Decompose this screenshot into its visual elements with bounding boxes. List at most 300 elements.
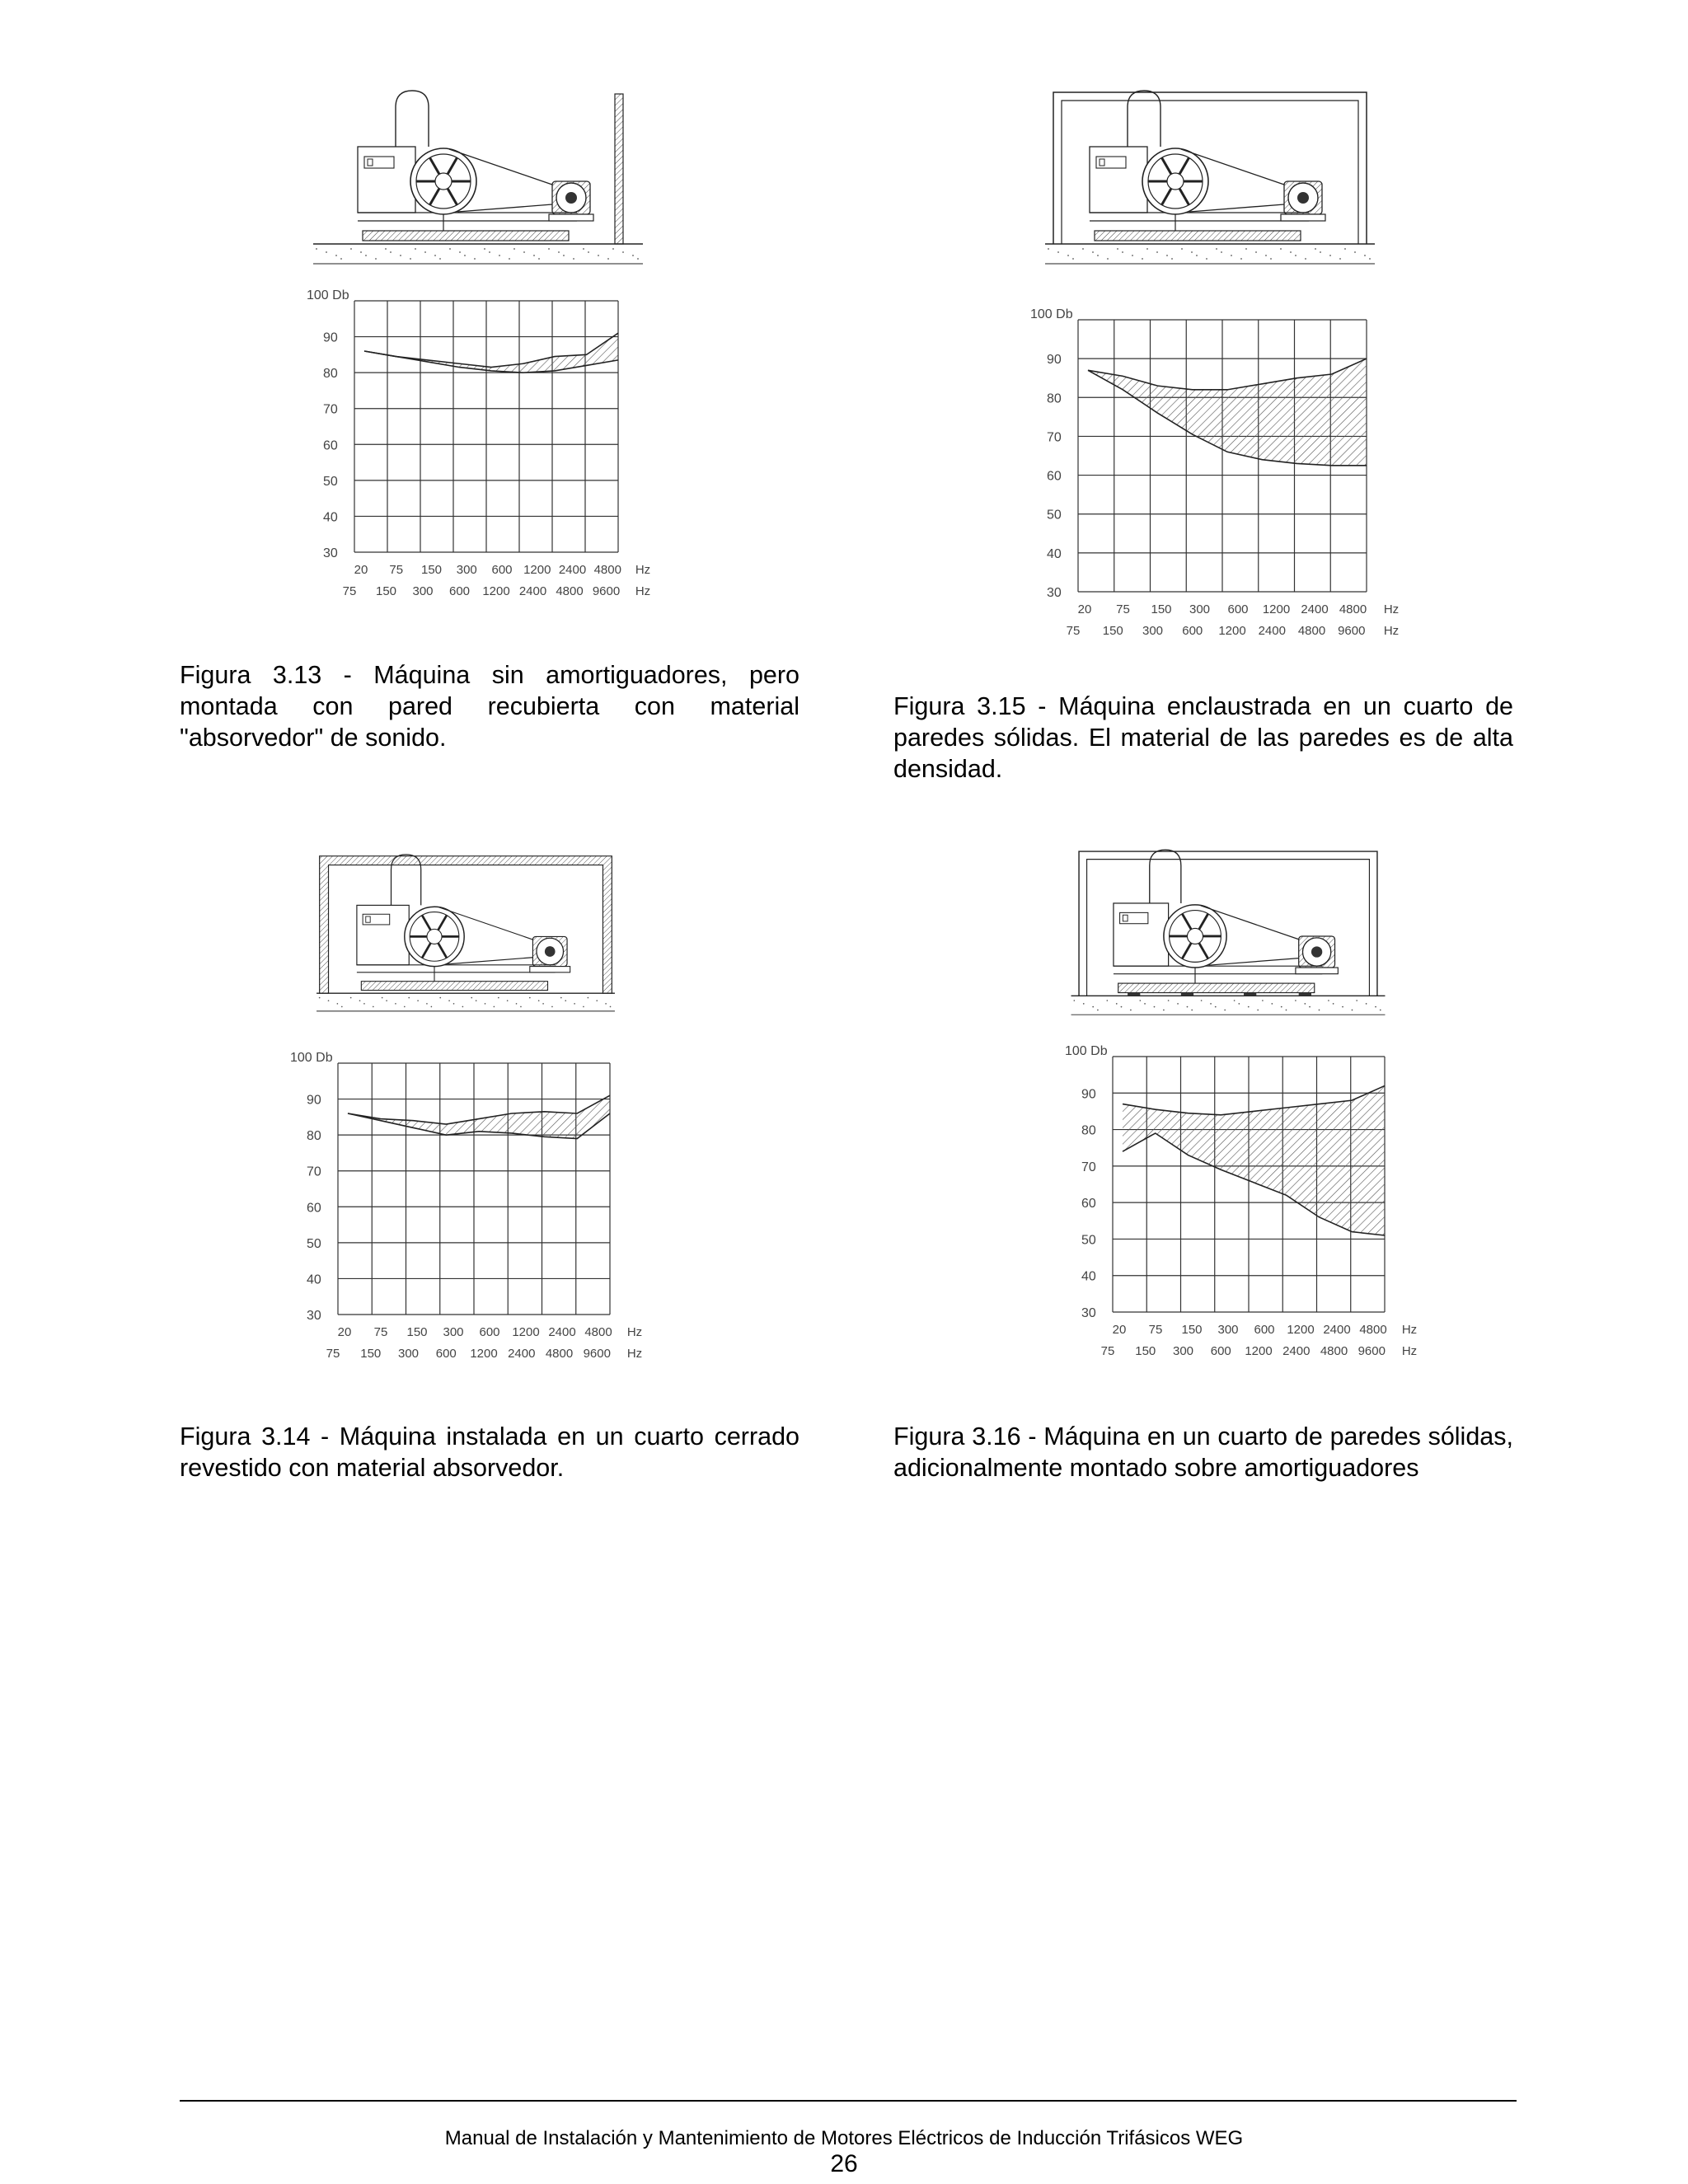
ground-speck — [1107, 258, 1109, 260]
chart-3-15 — [1020, 303, 1408, 649]
ground-speck — [513, 248, 515, 250]
ground-speck — [1295, 1000, 1296, 1001]
ground-speck — [1319, 1010, 1320, 1011]
x-tick-label-row2: 9600 — [1357, 1344, 1386, 1358]
y-tick-label: 40 — [1047, 546, 1062, 561]
ground-speck — [520, 1006, 522, 1008]
ground-speck — [560, 997, 562, 999]
ground-speck — [1073, 1000, 1075, 1001]
x-tick-label-row1: 150 — [1181, 1323, 1203, 1337]
x-tick-label-row1: 1200 — [523, 563, 551, 577]
ground-speck — [1097, 1010, 1099, 1011]
ground-speck — [598, 255, 599, 256]
x-tick-label-row1: 20 — [354, 563, 368, 577]
x-tick-label-row2: 4800 — [545, 1347, 574, 1361]
ground-speck — [551, 1006, 553, 1008]
ground-speck — [471, 997, 472, 999]
ground-speck — [363, 1003, 365, 1005]
ground-speck — [1210, 1003, 1212, 1005]
ground-speck — [607, 258, 609, 260]
ground-speck — [1116, 1003, 1118, 1005]
x-tick-label-row1: 2400 — [1323, 1323, 1351, 1337]
x-tick-label-row2: 150 — [1102, 624, 1123, 638]
base-plate — [363, 231, 569, 241]
x-tick-label-row1: 600 — [1254, 1323, 1275, 1337]
x-tick-label-row1: 600 — [479, 1325, 500, 1339]
ground-speck — [637, 258, 639, 260]
ground-speck — [453, 1003, 455, 1005]
ground-speck — [1117, 248, 1118, 250]
belt-bottom — [447, 958, 532, 964]
ground-speck — [498, 997, 499, 999]
y-tick-label: 30 — [1047, 586, 1062, 600]
x-tick-label-row2: 75 — [1066, 624, 1081, 638]
x-tick-label-row2: 1200 — [1218, 624, 1246, 638]
ground-speck — [612, 248, 614, 250]
motor-shaft — [565, 192, 577, 204]
y-tick-label: 90 — [323, 330, 338, 345]
ground-speck — [1305, 258, 1306, 260]
x-tick-label-row2: 1200 — [1245, 1344, 1273, 1358]
ground-speck — [1328, 1000, 1329, 1001]
ground-speck — [1286, 1010, 1287, 1011]
ground-speck — [516, 1003, 518, 1005]
ground-speck — [542, 1003, 544, 1005]
ground-speck — [1106, 1000, 1108, 1001]
motor-base — [530, 967, 570, 972]
ground-speck — [1290, 251, 1292, 253]
x-tick-label-row1: 20 — [337, 1325, 352, 1339]
x-tick-label-row2: Hz — [1401, 1344, 1418, 1358]
caption-3-13: Figura 3.13 - Máquina sin amortiguadores, pero montada con pared recubierta con material "absorvedor" de sonido. — [180, 661, 799, 752]
x-tick-label-row1: 2400 — [548, 1325, 576, 1339]
machine-drawing-3-15 — [1037, 89, 1383, 272]
y-tick-label: 30 — [1081, 1306, 1096, 1320]
ground-speck — [485, 1003, 486, 1005]
x-tick-label-row1: 1200 — [1262, 602, 1291, 616]
ground-speck — [1271, 1003, 1273, 1005]
x-tick-label-row1: 1200 — [512, 1325, 540, 1339]
ground-speck — [489, 251, 490, 253]
ground-speck — [340, 258, 342, 260]
x-tick-label-row1: 20 — [1112, 1323, 1127, 1337]
x-tick-label-row1: 300 — [443, 1325, 464, 1339]
ground-speck — [494, 1006, 495, 1008]
x-tick-label-row2: 300 — [412, 584, 434, 598]
ground-speck — [439, 997, 441, 999]
ground-speck — [1262, 1000, 1264, 1001]
x-tick-label-row2: 2400 — [518, 584, 547, 598]
ground-speck — [509, 258, 510, 260]
ground-speck — [390, 251, 392, 253]
ground-speck — [1201, 1000, 1203, 1001]
ground-speck — [415, 248, 416, 250]
y-tick-label: 60 — [323, 438, 338, 453]
caption-3-14: Figura 3.14 - Máquina instalada en un cuarto cerrado revestido con material absorvedor. — [180, 1422, 799, 1482]
reduction-area — [1123, 1085, 1385, 1235]
tank — [1128, 91, 1160, 147]
ground-speck — [350, 997, 352, 999]
x-tick-label-row2: 9600 — [592, 584, 621, 598]
ground-speck — [1048, 248, 1049, 250]
ground-speck — [439, 258, 441, 260]
x-tick-label-row2: 75 — [326, 1347, 340, 1361]
ground-speck — [565, 1000, 566, 1001]
ground-speck — [1154, 1006, 1156, 1008]
machine-drawing-3-13 — [305, 89, 651, 272]
x-tick-label-row2: 300 — [1172, 1344, 1194, 1358]
ground-speck — [319, 997, 321, 999]
ground-speck — [1295, 255, 1296, 256]
y-tick-label: 50 — [1081, 1233, 1096, 1248]
ground-speck — [583, 248, 584, 250]
noise-chart-3-15 — [1020, 303, 1408, 649]
ground-speck — [1339, 258, 1341, 260]
x-tick-label-row2: 1200 — [482, 584, 510, 598]
ground-speck — [1132, 255, 1133, 256]
ground-speck — [1142, 258, 1143, 260]
ground-speck — [1215, 1006, 1217, 1008]
x-tick-label-row2: Hz — [626, 1347, 643, 1361]
ground-speck — [1057, 251, 1059, 253]
ground-speck — [1224, 1010, 1226, 1011]
ground-speck — [1196, 255, 1198, 256]
y-axis-top-label: 100 Db — [307, 288, 349, 302]
x-tick-label-row2: 4800 — [1320, 1344, 1348, 1358]
ground-speck — [1270, 258, 1272, 260]
damper-pad — [1244, 993, 1256, 996]
ground-speck — [1356, 1000, 1357, 1001]
ground-speck — [1352, 1010, 1353, 1011]
ground-speck — [400, 255, 401, 256]
ground-speck — [1375, 1006, 1376, 1008]
damper-pad — [1299, 993, 1311, 996]
ground-speck — [484, 248, 485, 250]
x-tick-label-row1: 300 — [1217, 1323, 1239, 1337]
ground-speck — [588, 251, 589, 253]
x-tick-label-row1: 300 — [456, 563, 477, 577]
ground-speck — [359, 1000, 361, 1001]
y-tick-label: 40 — [307, 1272, 321, 1287]
damper-pad — [1128, 993, 1140, 996]
x-tick-label-row1: 150 — [406, 1325, 428, 1339]
ground-speck — [431, 1006, 433, 1008]
ground-speck — [448, 1000, 450, 1001]
y-tick-label: 60 — [1047, 469, 1062, 484]
ground-speck — [326, 251, 327, 253]
x-tick-label-row1: Hz — [635, 563, 651, 577]
ground-speck — [1315, 248, 1316, 250]
ground-speck — [588, 997, 589, 999]
ground-speck — [1139, 1000, 1141, 1001]
ground-speck — [1171, 258, 1173, 260]
damper-pad — [1181, 993, 1193, 996]
ground-speck — [1380, 1010, 1381, 1011]
chart-3-13 — [297, 284, 659, 610]
ground-speck — [1342, 1006, 1343, 1008]
x-tick-label-row2: 2400 — [1282, 1344, 1311, 1358]
ground-speck — [1304, 1003, 1306, 1005]
x-tick-label-row1: 2400 — [1301, 602, 1329, 616]
x-tick-label-row2: Hz — [635, 584, 651, 598]
y-tick-label: 80 — [323, 367, 338, 382]
machine-drawing-3-14 — [309, 847, 622, 1024]
y-tick-label: 40 — [323, 510, 338, 525]
ground-speck — [316, 248, 317, 250]
belt-bottom — [1189, 204, 1284, 212]
ground-speck — [1092, 1006, 1094, 1008]
x-tick-label-row2: 150 — [360, 1347, 382, 1361]
base-plate — [1095, 231, 1301, 241]
x-tick-label-row2: 600 — [1210, 1344, 1231, 1358]
ground-speck — [1163, 1010, 1165, 1011]
x-tick-label-row2: 600 — [435, 1347, 457, 1361]
belt-bottom — [1208, 958, 1299, 966]
ground-speck — [1281, 1006, 1282, 1008]
ground-speck — [1097, 255, 1099, 256]
x-tick-label-row2: 150 — [375, 584, 397, 598]
x-tick-label-row1: 4800 — [1359, 1323, 1387, 1337]
x-tick-label-row1: Hz — [626, 1325, 643, 1339]
chart-3-14 — [280, 1047, 651, 1372]
ground-speck — [538, 1000, 540, 1001]
chart-3-16 — [1055, 1040, 1426, 1370]
figure-3-15 — [1037, 89, 1383, 272]
noise-chart-3-16 — [1055, 1040, 1426, 1370]
ground-speck — [1364, 255, 1366, 256]
ground-speck — [464, 255, 466, 256]
ground-speck — [328, 1000, 330, 1001]
ground-speck — [350, 248, 352, 250]
noise-chart-3-14 — [280, 1047, 651, 1372]
x-tick-label-row1: 2400 — [558, 563, 587, 577]
ground-speck — [1238, 1003, 1240, 1005]
ground-speck — [558, 251, 560, 253]
ground-speck — [1181, 248, 1183, 250]
x-tick-label-row2: 75 — [1100, 1344, 1115, 1358]
ground-speck — [605, 1003, 607, 1005]
ground-speck — [1187, 1006, 1189, 1008]
ground-speck — [382, 997, 383, 999]
y-tick-label: 50 — [1047, 508, 1062, 523]
ground-speck — [1369, 258, 1371, 260]
y-tick-label: 50 — [307, 1236, 321, 1251]
ground-speck — [424, 251, 426, 253]
machine-drawing-3-16 — [1063, 845, 1393, 1026]
ground-speck — [1177, 1003, 1179, 1005]
ground-speck — [573, 258, 574, 260]
figure-3-14 — [309, 847, 622, 1024]
ground-speck — [1072, 258, 1074, 260]
ground-speck — [417, 1000, 419, 1001]
x-tick-label-row2: 300 — [1142, 624, 1164, 638]
motor-base — [1296, 968, 1338, 974]
y-tick-label: 70 — [307, 1165, 321, 1179]
x-tick-label-row1: 20 — [1077, 602, 1092, 616]
x-tick-label-row2: 2400 — [508, 1347, 536, 1361]
caption-3-16: Figura 3.16 - Máquina en un cuarto de paredes sólidas, adicionalmente montado sobre amortiguadores — [893, 1422, 1513, 1482]
x-tick-label-row1: 1200 — [1287, 1323, 1315, 1337]
ground-speck — [1156, 251, 1158, 253]
x-tick-label-row2: 4800 — [1297, 624, 1326, 638]
ground-speck — [335, 255, 337, 256]
tank — [396, 91, 429, 147]
ground-speck — [1067, 255, 1069, 256]
ground-speck — [1344, 248, 1346, 250]
ground-speck — [1166, 255, 1168, 256]
ground-speck — [1366, 1003, 1367, 1005]
x-tick-label-row2: 150 — [1135, 1344, 1156, 1358]
ground-speck — [1329, 255, 1331, 256]
y-tick-label: 70 — [1047, 430, 1062, 445]
x-tick-label-row2: 9600 — [583, 1347, 611, 1361]
ground-speck — [462, 1006, 464, 1008]
reduction-area — [348, 1095, 610, 1138]
ground-speck — [1309, 1006, 1311, 1008]
y-tick-label: 80 — [1081, 1123, 1096, 1138]
motor-shaft — [1311, 946, 1322, 957]
motor-base — [549, 214, 593, 221]
ground-speck — [1248, 1006, 1250, 1008]
y-axis-top-label: 100 Db — [1065, 1044, 1108, 1058]
ground-speck — [1130, 1010, 1132, 1011]
x-tick-label-row2: 600 — [448, 584, 471, 598]
x-tick-label-row2: 600 — [1182, 624, 1203, 638]
y-tick-label: 30 — [323, 546, 338, 560]
x-tick-label-row1: 4800 — [1339, 602, 1367, 616]
ground-speck — [1234, 1000, 1236, 1001]
ground-speck — [360, 251, 362, 253]
ground-speck — [622, 251, 624, 253]
y-tick-label: 90 — [1081, 1087, 1096, 1102]
x-tick-label-row1: 600 — [1227, 602, 1249, 616]
ground-speck — [1191, 251, 1193, 253]
y-tick-label: 60 — [1081, 1197, 1096, 1212]
x-tick-label-row1: 75 — [373, 1325, 388, 1339]
ground-speck — [1082, 248, 1084, 250]
ground-speck — [1240, 258, 1242, 260]
ground-speck — [523, 251, 525, 253]
y-tick-label: 70 — [1081, 1160, 1096, 1174]
motor-base — [1281, 214, 1325, 221]
ground-speck — [1083, 1003, 1085, 1005]
x-tick-label-row1: 300 — [1189, 602, 1211, 616]
ground-speck — [404, 1006, 406, 1008]
ground-speck — [538, 258, 540, 260]
ground-speck — [1146, 248, 1148, 250]
ground-speck — [337, 1003, 339, 1005]
x-tick-label-row1: 150 — [1151, 602, 1172, 616]
y-tick-label: 40 — [1081, 1269, 1096, 1284]
tank — [1150, 850, 1181, 903]
ground-speck — [459, 251, 461, 253]
base-plate — [361, 982, 547, 991]
ground-speck — [434, 255, 436, 256]
x-tick-label-row2: 300 — [397, 1347, 420, 1361]
ground-speck — [507, 1000, 509, 1001]
ground-speck — [408, 997, 410, 999]
ground-speck — [1168, 1000, 1170, 1001]
ground-speck — [1245, 248, 1247, 250]
x-tick-label-row2: 9600 — [1338, 624, 1366, 638]
x-tick-label-row1: 150 — [420, 563, 443, 577]
y-tick-label: 30 — [307, 1309, 321, 1323]
ground-speck — [1280, 248, 1282, 250]
y-axis-top-label: 100 Db — [1030, 307, 1073, 321]
y-tick-label: 70 — [323, 402, 338, 417]
ground-speck — [476, 1000, 477, 1001]
ground-speck — [632, 255, 634, 256]
y-tick-label: 60 — [307, 1201, 321, 1216]
ground-speck — [373, 1006, 374, 1008]
x-tick-label-row2: 75 — [342, 584, 357, 598]
x-tick-label-row2: 4800 — [556, 584, 584, 598]
ground-speck — [395, 1003, 396, 1005]
ground-speck — [1216, 248, 1217, 250]
ground-speck — [474, 258, 476, 260]
ground-speck — [1257, 1010, 1259, 1011]
ground-speck — [1255, 251, 1257, 253]
ground-speck — [1121, 1006, 1123, 1008]
y-tick-label: 80 — [1047, 391, 1062, 406]
ground-speck — [1191, 1010, 1193, 1011]
ground-speck — [410, 258, 411, 260]
ground-speck — [583, 1006, 584, 1008]
ground-speck — [1265, 255, 1267, 256]
x-tick-label-row1: 600 — [491, 563, 513, 577]
ground-speck — [548, 248, 550, 250]
ground-speck — [610, 1006, 612, 1008]
ground-speck — [1122, 251, 1123, 253]
absorbent-wall — [615, 94, 623, 244]
x-tick-label-row1: Hz — [1401, 1323, 1418, 1337]
figure-3-16 — [1063, 845, 1393, 1026]
noise-chart-3-13 — [297, 284, 659, 610]
figure-3-13 — [305, 89, 651, 272]
x-tick-label-row1: 75 — [1148, 1323, 1163, 1337]
motor-shaft — [545, 946, 556, 957]
ground-speck — [449, 248, 451, 250]
page-number: 26 — [830, 2150, 858, 2177]
ground-speck — [426, 1003, 428, 1005]
footer-text: Manual de Instalación y Mantenimiento de Motores Eléctricos de Inducción Trifásicos WEG — [444, 2127, 1244, 2149]
x-tick-label-row1: 4800 — [593, 563, 621, 577]
ground-speck — [596, 1000, 598, 1001]
ground-speck — [1221, 251, 1222, 253]
ground-speck — [1206, 258, 1207, 260]
ground-speck — [1333, 1003, 1334, 1005]
motor-shaft — [1297, 192, 1309, 204]
x-tick-label-row2: 1200 — [470, 1347, 498, 1361]
x-tick-label-row2: 2400 — [1258, 624, 1286, 638]
y-axis-top-label: 100 Db — [290, 1051, 333, 1065]
belt-bottom — [457, 204, 552, 212]
x-tick-label-row1: Hz — [1383, 602, 1400, 616]
ground-speck — [529, 997, 531, 999]
ground-speck — [574, 1003, 575, 1005]
x-tick-label-row2: Hz — [1383, 624, 1400, 638]
base-plate — [1118, 983, 1315, 992]
y-tick-label: 90 — [1047, 353, 1062, 368]
ground-speck — [1354, 251, 1356, 253]
ground-speck — [341, 1006, 343, 1008]
x-tick-label-row1: 75 — [389, 563, 404, 577]
ground-speck — [365, 255, 367, 256]
x-tick-label-row1: 4800 — [584, 1325, 612, 1339]
ground-speck — [1092, 251, 1094, 253]
x-tick-label-row1: 75 — [1116, 602, 1130, 616]
y-tick-label: 90 — [307, 1093, 321, 1108]
